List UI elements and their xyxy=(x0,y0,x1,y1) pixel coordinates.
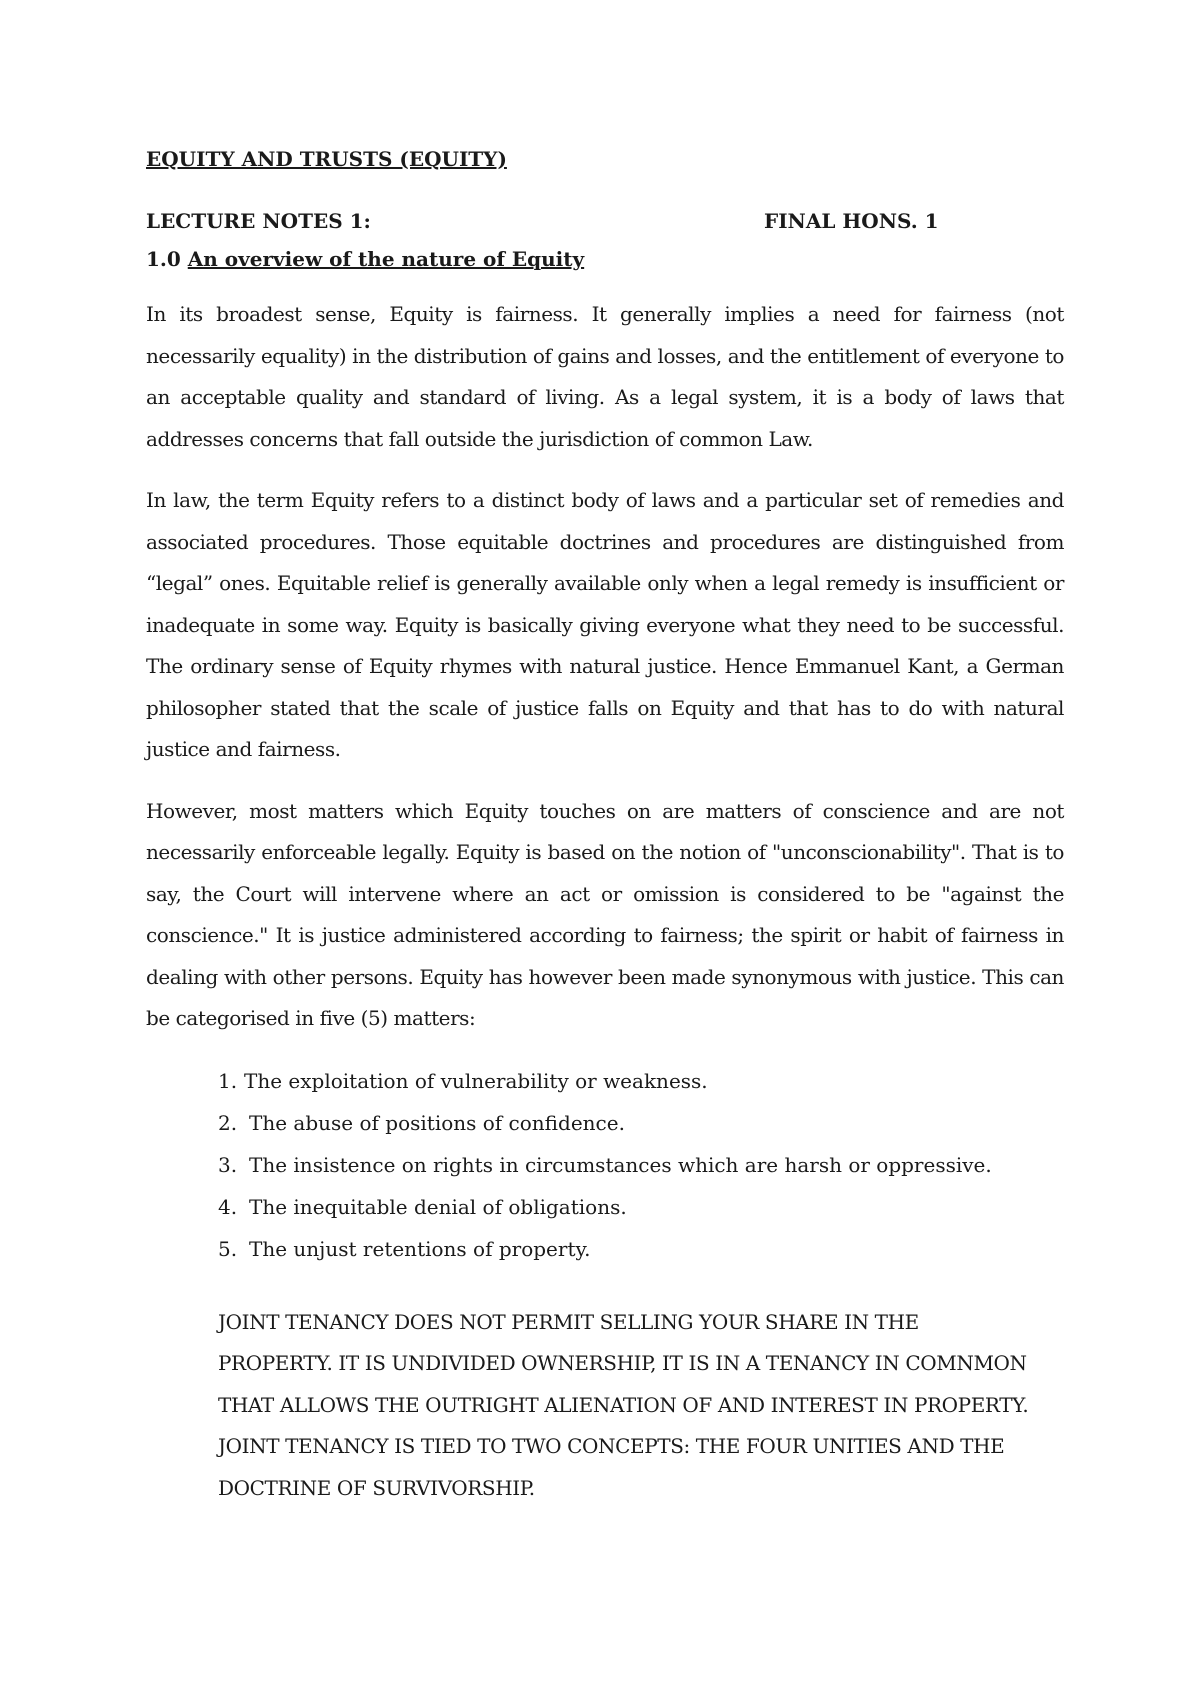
matters-list xyxy=(218,1060,1064,1270)
section-heading xyxy=(146,244,1064,274)
lecture-label: LECTURE NOTES 1: xyxy=(146,209,371,233)
list-item-number: 2. xyxy=(218,1110,238,1135)
list-item-number: 5. xyxy=(218,1236,238,1261)
paragraph-legal-sense: In law, the term Equity refers to a distinct body of laws and a particular set of remedies and associated procedures. Those equitable doctrines and procedures are distinguished from “legal” ones. Equitable relief is generally available only when a legal remedy is insufficient or inadequate in some way. Equity is basically giving everyone what they need to be successful. The ordinary sense of Equity rhymes with natural justice. Hence Emmanuel Kant, a German philosopher stated that the scale of justice falls on Equity and that has to do with natural justice and fairness. xyxy=(146,488,1064,761)
lecture-header-row xyxy=(146,206,1064,236)
paragraph-conscience: However, most matters which Equity touches on are matters of conscience and are not necessarily enforceable legally. Equity is based on the notion of "unconscionability". That is to say, the Court will intervene where an act or omission is considered to be "against the conscience." It is justice administered according to fairness; the spirit or habit of fairness in dealing with other persons. Equity has however been made synonymous with justice. This can be categorised in five (5) matters: xyxy=(146,798,1064,1030)
class-label: FINAL HONS. 1 xyxy=(764,209,939,233)
list-item xyxy=(218,1102,1064,1144)
list-item-text: The abuse of positions of confidence. xyxy=(249,1110,625,1135)
joint-tenancy-note: JOINT TENANCY IS TIED TO TWO CONCEPTS: THE FOUR UNITIES AND THE DOCTRINE OF SURVIVORSHIP. xyxy=(218,1434,1005,1500)
list-item xyxy=(218,1186,1064,1228)
list-item-number: 1. xyxy=(218,1068,238,1093)
list-item-text: The inequitable denial of obligations. xyxy=(249,1194,627,1219)
joint-tenancy-note: JOINT TENANCY DOES NOT PERMIT SELLING YOUR SHARE IN THE PROPERTY. IT IS UNDIVIDED OWNERSHIP, IT IS IN A TENANCY IN COMNMON THAT ALLOWS THE OUTRIGHT ALIENATION OF AND INTEREST IN PROPERTY. xyxy=(218,1309,1029,1417)
document-body xyxy=(146,144,1064,1509)
list-item-text: The insistence on rights in circumstances which are harsh or oppressive. xyxy=(249,1152,992,1177)
section-title: An overview of the nature of Equity xyxy=(187,247,585,271)
list-item-text: The exploitation of vulnerability or weakness. xyxy=(244,1068,708,1093)
paragraph-definition: In its broadest sense, Equity is fairness. It generally implies a need for fairness (not necessarily equality) in the distribution of gains and losses, and the entitlement of everyone to an acceptable quality and standard of living. As a legal system, it is a body of laws that addresses concerns that fall outside the jurisdiction of common Law. xyxy=(146,302,1064,451)
list-item-number: 4. xyxy=(218,1194,238,1219)
joint-tenancy-notes xyxy=(218,1302,1038,1510)
list-item xyxy=(218,1060,1064,1102)
list-item-number: 3. xyxy=(218,1152,238,1177)
section-number: 1.0 xyxy=(146,247,181,271)
list-item xyxy=(218,1144,1064,1186)
list-item-text: The unjust retentions of property. xyxy=(249,1236,591,1261)
list-item xyxy=(218,1228,1064,1270)
document-title: EQUITY AND TRUSTS (EQUITY) xyxy=(146,147,507,171)
